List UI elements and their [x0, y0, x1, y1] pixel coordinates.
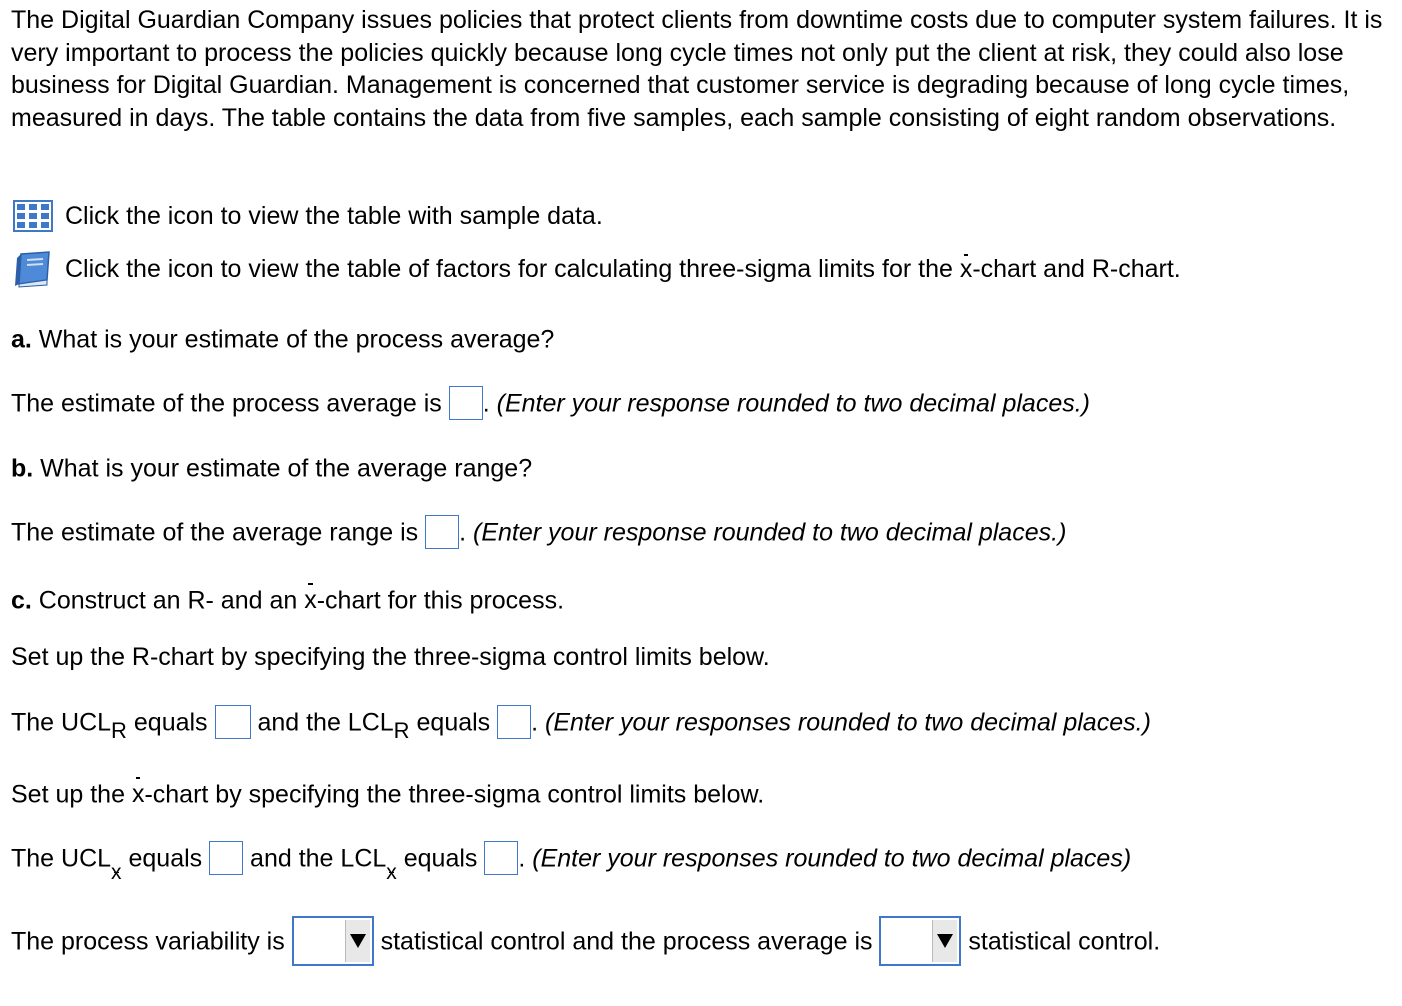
- factors-link-text: Click the icon to view the table of factors for calculating three-sigma limits for the x-chart and R-chart.: [65, 254, 1181, 283]
- lcl-x-input[interactable]: [484, 841, 518, 875]
- process-average-input[interactable]: [449, 386, 483, 420]
- lcl-r-input[interactable]: [497, 705, 531, 739]
- problem-intro: The Digital Guardian Company issues policies that protect clients from downtime costs due to computer system failures. It is very important to process the policies quickly because long cycle times not only put the client at risk, they could also lose business for Digital Guardian. Management is concerned that customer service is degrading because of long cycle times, measured in days. The table contains the data from five samples, each sample consisting of eight random observations.: [11, 6, 1383, 132]
- book-icon[interactable]: [13, 250, 53, 288]
- r-chart-limits-row: The $UCL_R$ equals and the $LCL_R$ equals . (Enter your responses rounded to two decimal places.): [11, 705, 1151, 739]
- sample-data-link-text: Click the icon to view the table with sample data.: [65, 201, 603, 230]
- rounding-hint: (Enter your response rounded to two decimal places.): [473, 518, 1067, 547]
- answer-b-row: The estimate of the average range is . (Enter your response rounded to two decimal places.): [11, 515, 1066, 549]
- question-c: c. Construct an R- and an x-chart for this process.: [11, 586, 565, 615]
- question-a: a. What is your estimate of the process average?: [11, 325, 555, 354]
- x-bar-symbol: x: [959, 254, 973, 283]
- r-chart-setup: Set up the R-chart by specifying the three-sigma control limits below.: [11, 643, 770, 671]
- question-b: b. What is your estimate of the average range?: [11, 454, 533, 483]
- sample-data-link[interactable]: [13, 200, 603, 232]
- x-bar-symbol: x: [304, 586, 317, 615]
- answer-a-row: The estimate of the process average is . (Enter your response rounded to two decimal places.): [11, 386, 1090, 420]
- rounding-hint: (Enter your responses rounded to two decimal places.): [545, 708, 1151, 737]
- rounding-hint: (Enter your response rounded to two decimal places.): [496, 389, 1090, 418]
- ucl-x-input[interactable]: [209, 841, 243, 875]
- rounding-hint: (Enter your responses rounded to two decimal places): [532, 844, 1132, 873]
- x-bar-symbol: x: [131, 780, 145, 809]
- chevron-down-icon[interactable]: [345, 920, 370, 962]
- x-chart-limits-row: The $UCL_x$ equals and the $LCL_x$ equals . (Enter your responses rounded to two decimal places): [11, 841, 1131, 875]
- table-grid-icon[interactable]: [13, 200, 53, 232]
- x-chart-setup: Set up the x-chart by specifying the three-sigma control limits below.: [11, 780, 765, 809]
- variability-control-select[interactable]: [292, 916, 374, 966]
- average-control-select[interactable]: [879, 916, 961, 966]
- ucl-r-input[interactable]: [215, 705, 251, 739]
- factors-link[interactable]: [13, 250, 1181, 288]
- conclusion-row: The process variability is statistical control and the process average is statistical control.: [11, 913, 1160, 968]
- chevron-down-icon[interactable]: [932, 920, 957, 962]
- average-range-input[interactable]: [425, 515, 459, 549]
